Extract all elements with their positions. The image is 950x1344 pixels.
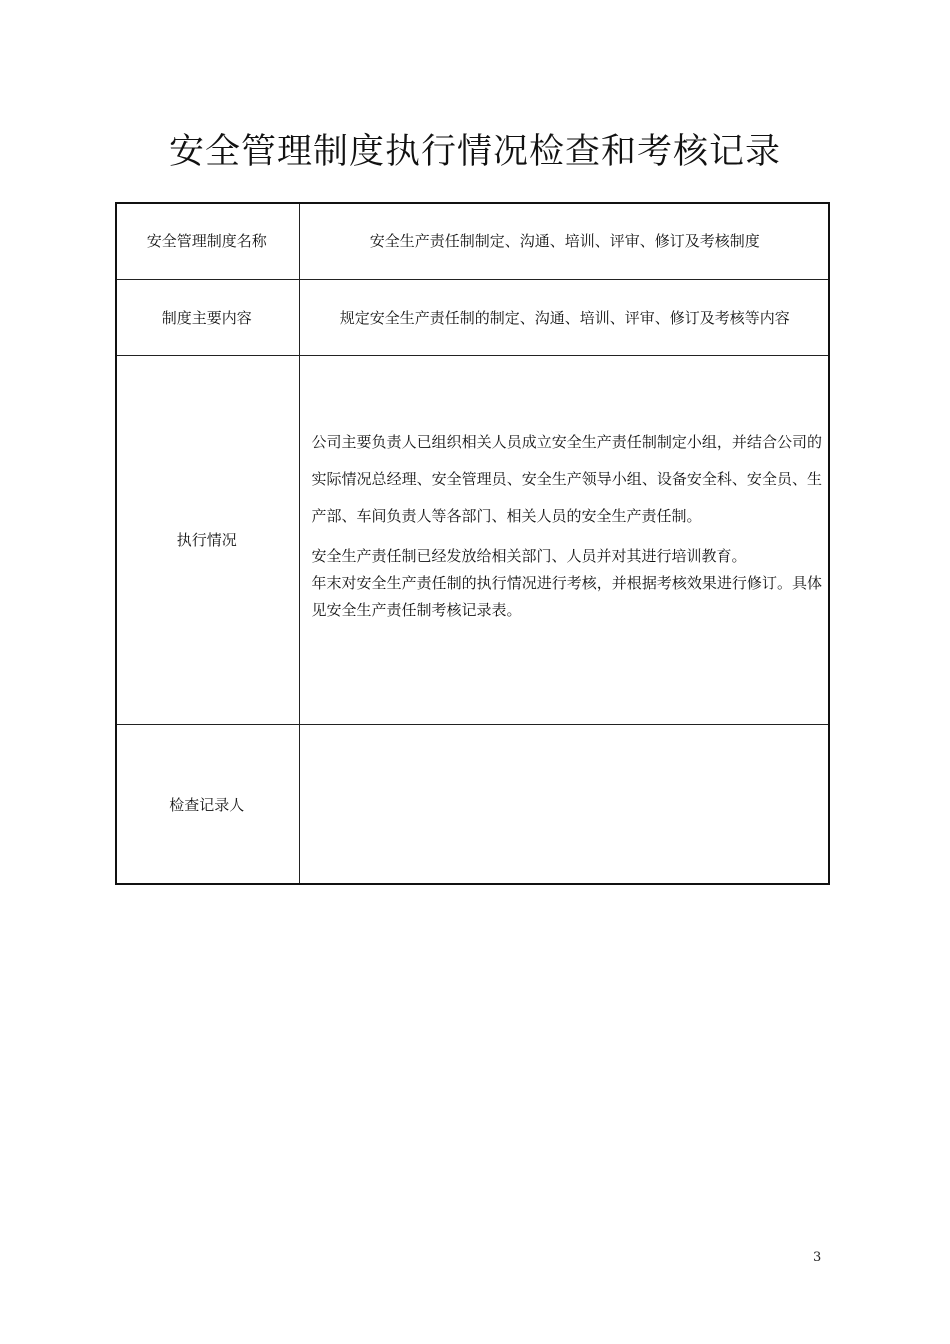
execution-paragraph-3: 年末对安全生产责任制的执行情况进行考核，并根据考核效果进行修订。具体见安全生产责任制考核记录表。 [311,573,822,619]
policy-name-value: 安全生产责任制制定、沟通、培训、评审、修订及考核制度 [369,231,760,250]
table-row-execution [115,355,830,724]
execution-value [299,355,830,724]
table-row-policy-name [115,202,830,279]
execution-label: 执行情况 [115,355,299,724]
main-content-value: 规定安全生产责任制的制定、沟通、培训、评审、修订及考核等内容 [339,308,790,327]
inspector-signature-field[interactable] [299,724,830,885]
page-number: 3 [813,1250,822,1265]
inspection-record-table [115,202,830,885]
execution-paragraph-1: 公司主要负责人已组织相关人员成立安全生产责任制制定小组，并结合公司的实际情况总经理、安全管理员、安全生产领导小组、设备安全科、安全员、生产部、车间负责人等各部门、相关人员的安全生产责任制。 [311,432,822,525]
table-row-main-content [115,279,830,355]
policy-name-label: 安全管理制度名称 [115,202,299,279]
main-content-label: 制度主要内容 [115,279,299,355]
inspector-label: 检查记录人 [115,724,299,885]
execution-paragraph-2: 安全生产责任制已经发放给相关部门、人员并对其进行培训教育。 [311,546,747,565]
document-title: 安全管理制度执行情况检查和考核记录 [168,132,781,172]
table-row-inspector [115,724,830,885]
